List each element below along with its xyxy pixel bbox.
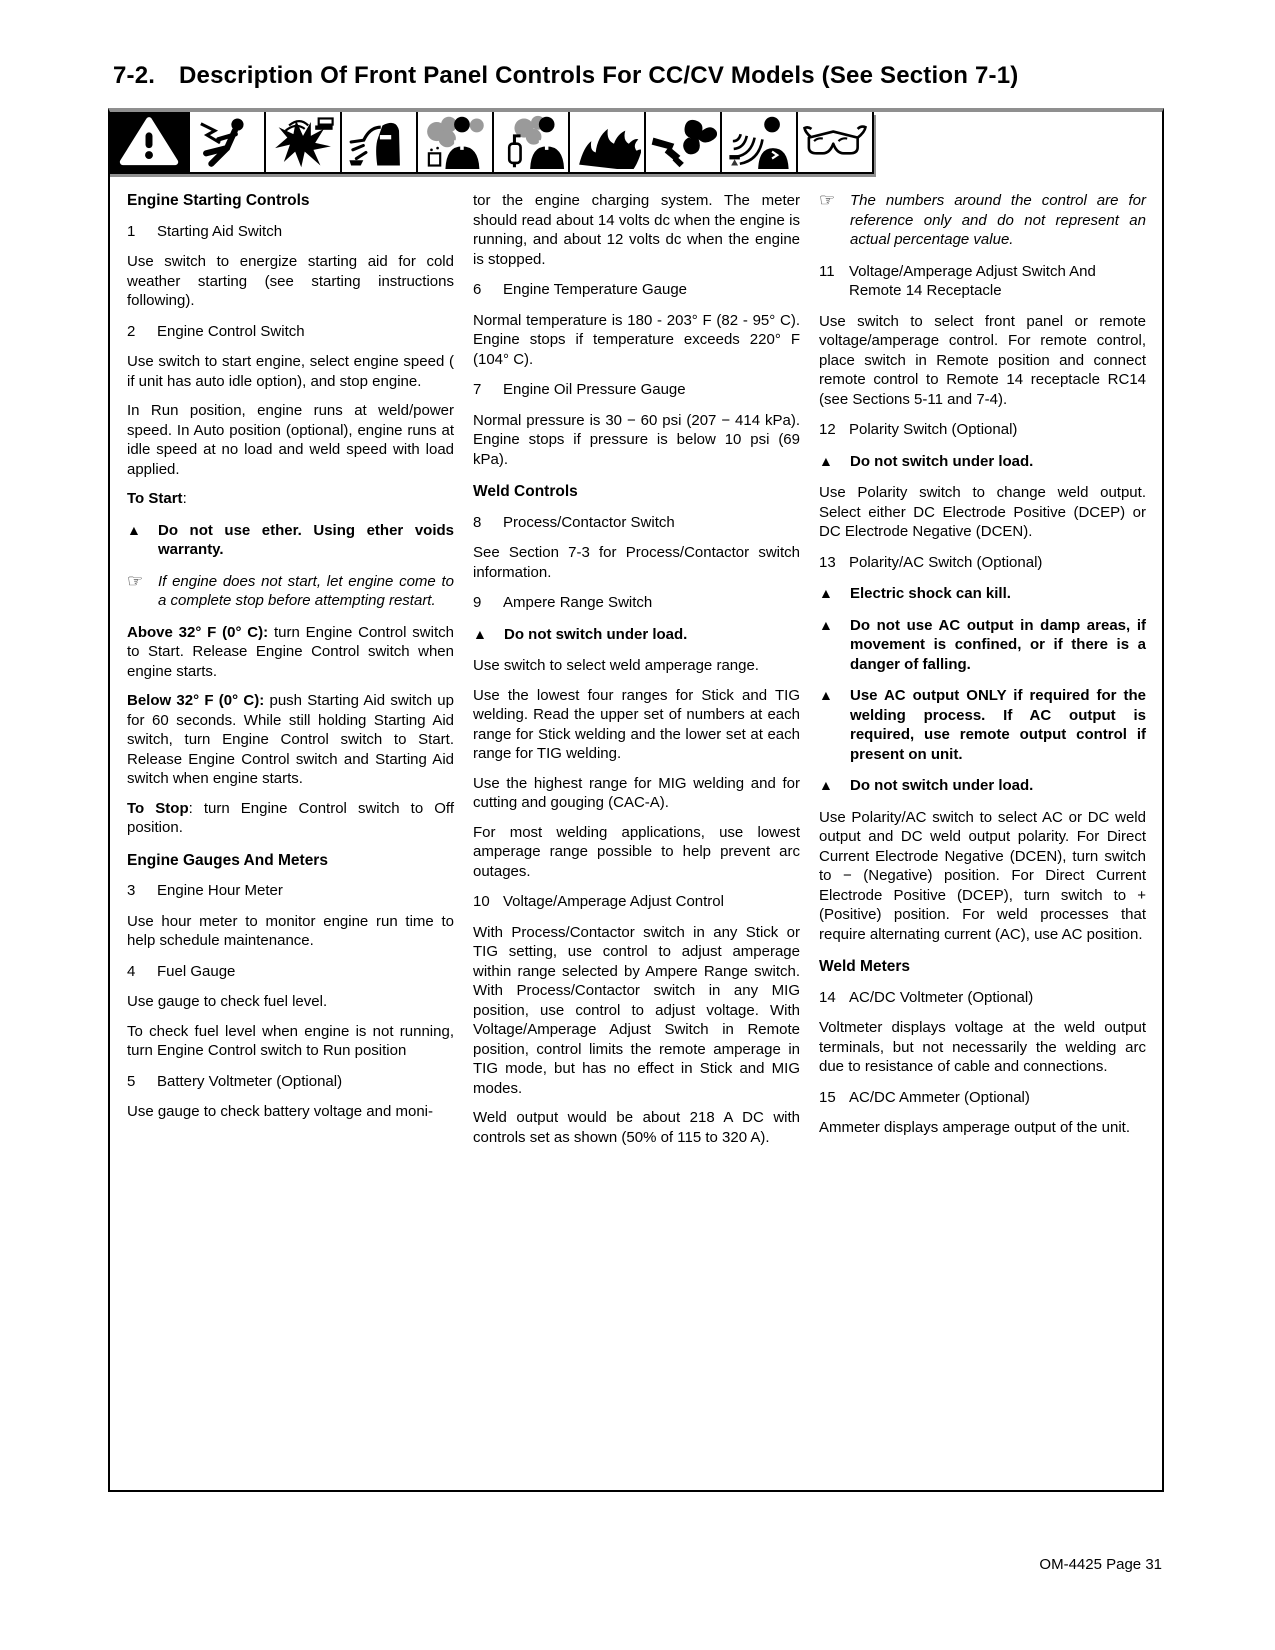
item-number: 1 — [127, 222, 136, 240]
note-item — [127, 572, 454, 611]
safety-glasses-icon — [798, 112, 874, 172]
paragraph: In Run position, engine runs at weld/power speed. In Auto position (optional), engine runs at idle speed at no load and weld speed with load applied. — [127, 402, 454, 478]
paragraph: To Stop: turn Engine Control switch to Off position. — [127, 799, 454, 836]
warning-triangle-icon: ▲ — [819, 687, 833, 703]
warning-triangle-icon: ▲ — [819, 616, 833, 633]
moving-parts-icon — [646, 112, 722, 172]
item-number: 13 — [819, 553, 836, 571]
item-label: Engine Oil Pressure Gauge — [503, 381, 686, 398]
item-label: AC/DC Voltmeter (Optional) — [849, 988, 1034, 1006]
item-label: Battery Voltmeter (Optional) — [157, 1072, 343, 1090]
warning-text: Do not use AC output in damp areas, if movement is confined, or if there is a danger of falling. — [850, 616, 1146, 673]
paragraph-bold-lead: To Start — [127, 490, 183, 507]
paragraph-bold-lead: To Stop — [127, 799, 189, 817]
fire-hazard-icon — [570, 112, 646, 172]
warning-triangle-icon: ▲ — [473, 625, 487, 642]
item-number: 3 — [127, 882, 136, 899]
item-label: Engine Temperature Gauge — [503, 281, 688, 298]
warning-text: Do not switch under load. — [850, 777, 1034, 794]
paragraph: Use switch to energize starting aid for cold weather starting (see starting instructions following). — [127, 253, 454, 309]
item-number: 12 — [819, 421, 836, 438]
numbered-item — [473, 513, 800, 533]
paragraph: See Section 7-3 for Process/Contactor switch information. — [473, 544, 800, 581]
item-number: 9 — [473, 594, 482, 611]
item-number: 5 — [127, 1072, 136, 1090]
warning-triangle-icon: ▲ — [819, 452, 833, 469]
paragraph: Normal temperature is 180 - 203° F (82 - 95° C). Engine stops if temperature exceeds 220° F (104° C). — [473, 311, 800, 368]
item-number: 15 — [819, 1088, 836, 1106]
numbered-item — [819, 420, 1146, 440]
paragraph: Use Polarity switch to change weld output. Select either DC Electrode Positive (DCEP) or DC Electrode Negative (DCEN). — [819, 484, 1146, 540]
warning-item — [819, 584, 1146, 604]
warning-triangle-icon: ▲ — [819, 777, 833, 793]
paragraph: Use gauge to check fuel level. — [127, 993, 328, 1010]
warning-item — [819, 452, 1146, 472]
numbered-item — [127, 322, 454, 342]
engine-exhaust-fumes-icon — [494, 112, 570, 172]
item-label: Polarity/AC Switch (Optional) — [849, 553, 1043, 571]
item-number: 8 — [473, 513, 482, 531]
paragraph: Above 32° F (0° C): turn Engine Control switch to Start. Release Engine Control switch when engine starts. — [127, 623, 454, 680]
warning-exclamation-icon — [110, 112, 190, 172]
warning-item — [819, 616, 1146, 675]
warning-text: Do not switch under load. — [504, 625, 688, 643]
numbered-item — [819, 262, 1146, 301]
paragraph-bold-lead: Below 32° F (0° C): — [127, 692, 265, 709]
numbered-item — [127, 962, 454, 982]
paragraph: For most welding applications, use lowest amperage range possible to help prevent arc outages. — [473, 823, 800, 880]
item-number: 10 — [473, 893, 490, 910]
item-label: Fuel Gauge — [157, 962, 236, 980]
paragraph: Below 32° F (0° C): push Starting Aid switch up for 60 seconds. While still holding Starting Aid switch, turn Engine Control switch to Start. Release Engine Control switch and Starting Aid switch when engine starts. — [127, 692, 454, 787]
text-columns — [110, 174, 1162, 1157]
warning-item — [127, 521, 454, 560]
numbered-item — [473, 380, 800, 400]
item-number: 6 — [473, 281, 482, 298]
warning-text: Use AC output ONLY if required for the welding process. If AC output is required, use remote output control if present on unit. — [850, 687, 1146, 763]
warning-triangle-icon: ▲ — [127, 521, 141, 538]
numbered-item — [819, 1088, 1146, 1108]
explosion-icon — [266, 112, 342, 172]
paragraph: Use gauge to check battery voltage and moni- — [127, 1103, 434, 1120]
content-box — [108, 108, 1164, 1492]
warning-text: Do not switch under load. — [850, 452, 1034, 470]
welding-sparks-icon — [342, 112, 418, 172]
note-text: The numbers around the control are for reference only and do not represent an actual percentage value. — [850, 192, 1146, 248]
paragraph: Use Polarity/AC switch to select AC or DC weld output and DC weld output polarity. For Direct Current Electrode Negative (DCEN), turn switch to − (Negative) position. For Direct Current Electrode Positive (DCEP), turn switch to + (Positive) position. For weld processes that require alternating current (AC), use AC position. — [819, 808, 1146, 943]
note-text: If engine does not start, let engine come to a complete stop before attempting restart. — [158, 572, 454, 609]
paragraph: Ammeter displays amperage output of the unit. — [819, 1119, 1131, 1136]
item-number: 7 — [473, 381, 482, 398]
section-heading: Engine Gauges And Meters — [127, 851, 328, 869]
paragraph: Normal pressure is 30 − 60 psi (207 − 414 kPa). Engine stops if pressure is below 10 psi (69 kPa). — [473, 411, 800, 468]
warning-item — [473, 625, 800, 645]
paragraph: To check fuel level when engine is not running, turn Engine Control switch to Run position — [127, 1022, 454, 1059]
numbered-item — [473, 593, 800, 613]
warning-item — [819, 776, 1146, 796]
welding-fumes-icon — [418, 112, 494, 172]
page-footer: OM-4425 Page 31 — [1039, 1556, 1162, 1573]
column-2 — [473, 191, 800, 1157]
item-number: 2 — [127, 322, 136, 340]
section-title-text: Description Of Front Panel Controls For CC/CV Models (See Section 7-1) — [179, 62, 1019, 89]
paragraph: To Start: — [127, 490, 187, 507]
section-heading: Engine Starting Controls — [127, 192, 310, 209]
note-item — [819, 191, 1146, 250]
paragraph: Use the lowest four ranges for Stick and TIG welding. Read the upper set of numbers at each range for Stick welding and the lower set at each range for TIG welding. — [473, 686, 800, 762]
warning-item — [819, 686, 1146, 764]
arc-rays-icon — [722, 112, 798, 172]
item-label: Voltage/Amperage Adjust Switch And Remote 14 Receptacle — [849, 262, 1096, 299]
item-label: Engine Control Switch — [157, 322, 305, 340]
paragraph: Use hour meter to monitor engine run time to help schedule maintenance. — [127, 912, 454, 949]
warning-text: Do not use ether. Using ether voids warranty. — [158, 521, 454, 558]
numbered-item — [127, 222, 454, 242]
numbered-item — [473, 280, 800, 300]
section-number: 7-2. — [113, 62, 156, 89]
paragraph: Weld output would be about 218 A DC with controls set as shown (50% of 115 to 320 A). — [473, 1109, 800, 1146]
numbered-item — [127, 1072, 454, 1092]
numbered-item — [473, 892, 800, 912]
item-label: AC/DC Ammeter (Optional) — [849, 1088, 1030, 1106]
paragraph: Use switch to select weld amperage range. — [473, 657, 759, 674]
section-heading: Weld Controls — [473, 483, 578, 500]
item-label: Polarity Switch (Optional) — [849, 421, 1018, 438]
paragraph-bold-lead: Above 32° F (0° C): — [127, 623, 269, 641]
page-title — [113, 62, 1165, 90]
item-label: Voltage/Amperage Adjust Control — [503, 893, 724, 910]
pointing-hand-icon: ☞ — [127, 570, 144, 591]
item-number: 14 — [819, 988, 836, 1006]
column-3 — [819, 191, 1146, 1157]
item-label: Process/Contactor Switch — [503, 513, 675, 531]
paragraph: With Process/Contactor switch in any Stick or TIG setting, use control to adjust amperage within range selected by Ampere Range switch. With Process/Contactor switch in any MIG position, use control to adjust voltage. With Voltage/Amperage Adjust Switch in Remote position, control limits the remote amperage in TIG mode, but has no effect in Stick and MIG modes. — [473, 923, 800, 1097]
item-number: 11 — [819, 262, 835, 280]
paragraph: Voltmeter displays voltage at the weld output terminals, but not necessarily the welding arc due to resistance of cable and connections. — [819, 1019, 1146, 1075]
pointing-hand-icon: ☞ — [819, 190, 836, 210]
numbered-item — [819, 988, 1146, 1008]
item-label: Engine Hour Meter — [157, 882, 283, 899]
paragraph: Use the highest range for MIG welding and for cutting and gouging (CAC-A). — [473, 774, 800, 811]
safety-icon-strip — [108, 112, 874, 174]
item-label: Starting Aid Switch — [157, 222, 283, 240]
numbered-item — [819, 553, 1146, 573]
item-number: 4 — [127, 962, 136, 980]
section-heading: Weld Meters — [819, 958, 911, 975]
warning-text: Electric shock can kill. — [850, 585, 1011, 602]
paragraph: tor the engine charging system. The meter should read about 14 volts dc when the engine is running, and about 12 volts dc when the engine is stopped. — [473, 192, 800, 268]
item-label: Ampere Range Switch — [503, 594, 653, 611]
paragraph: Use switch to start engine, select engine speed ( if unit has auto idle option), and stop engine. — [127, 353, 454, 390]
numbered-item — [127, 881, 454, 901]
paragraph: Use switch to select front panel or remote voltage/amperage control. For remote control, place switch in Remote position and connect remote control to Remote 14 receptacle RC14 (see Sections 5-11 and 7-4). — [819, 312, 1146, 408]
column-1 — [127, 191, 454, 1157]
electric-shock-icon — [190, 112, 266, 172]
warning-triangle-icon: ▲ — [819, 585, 833, 601]
